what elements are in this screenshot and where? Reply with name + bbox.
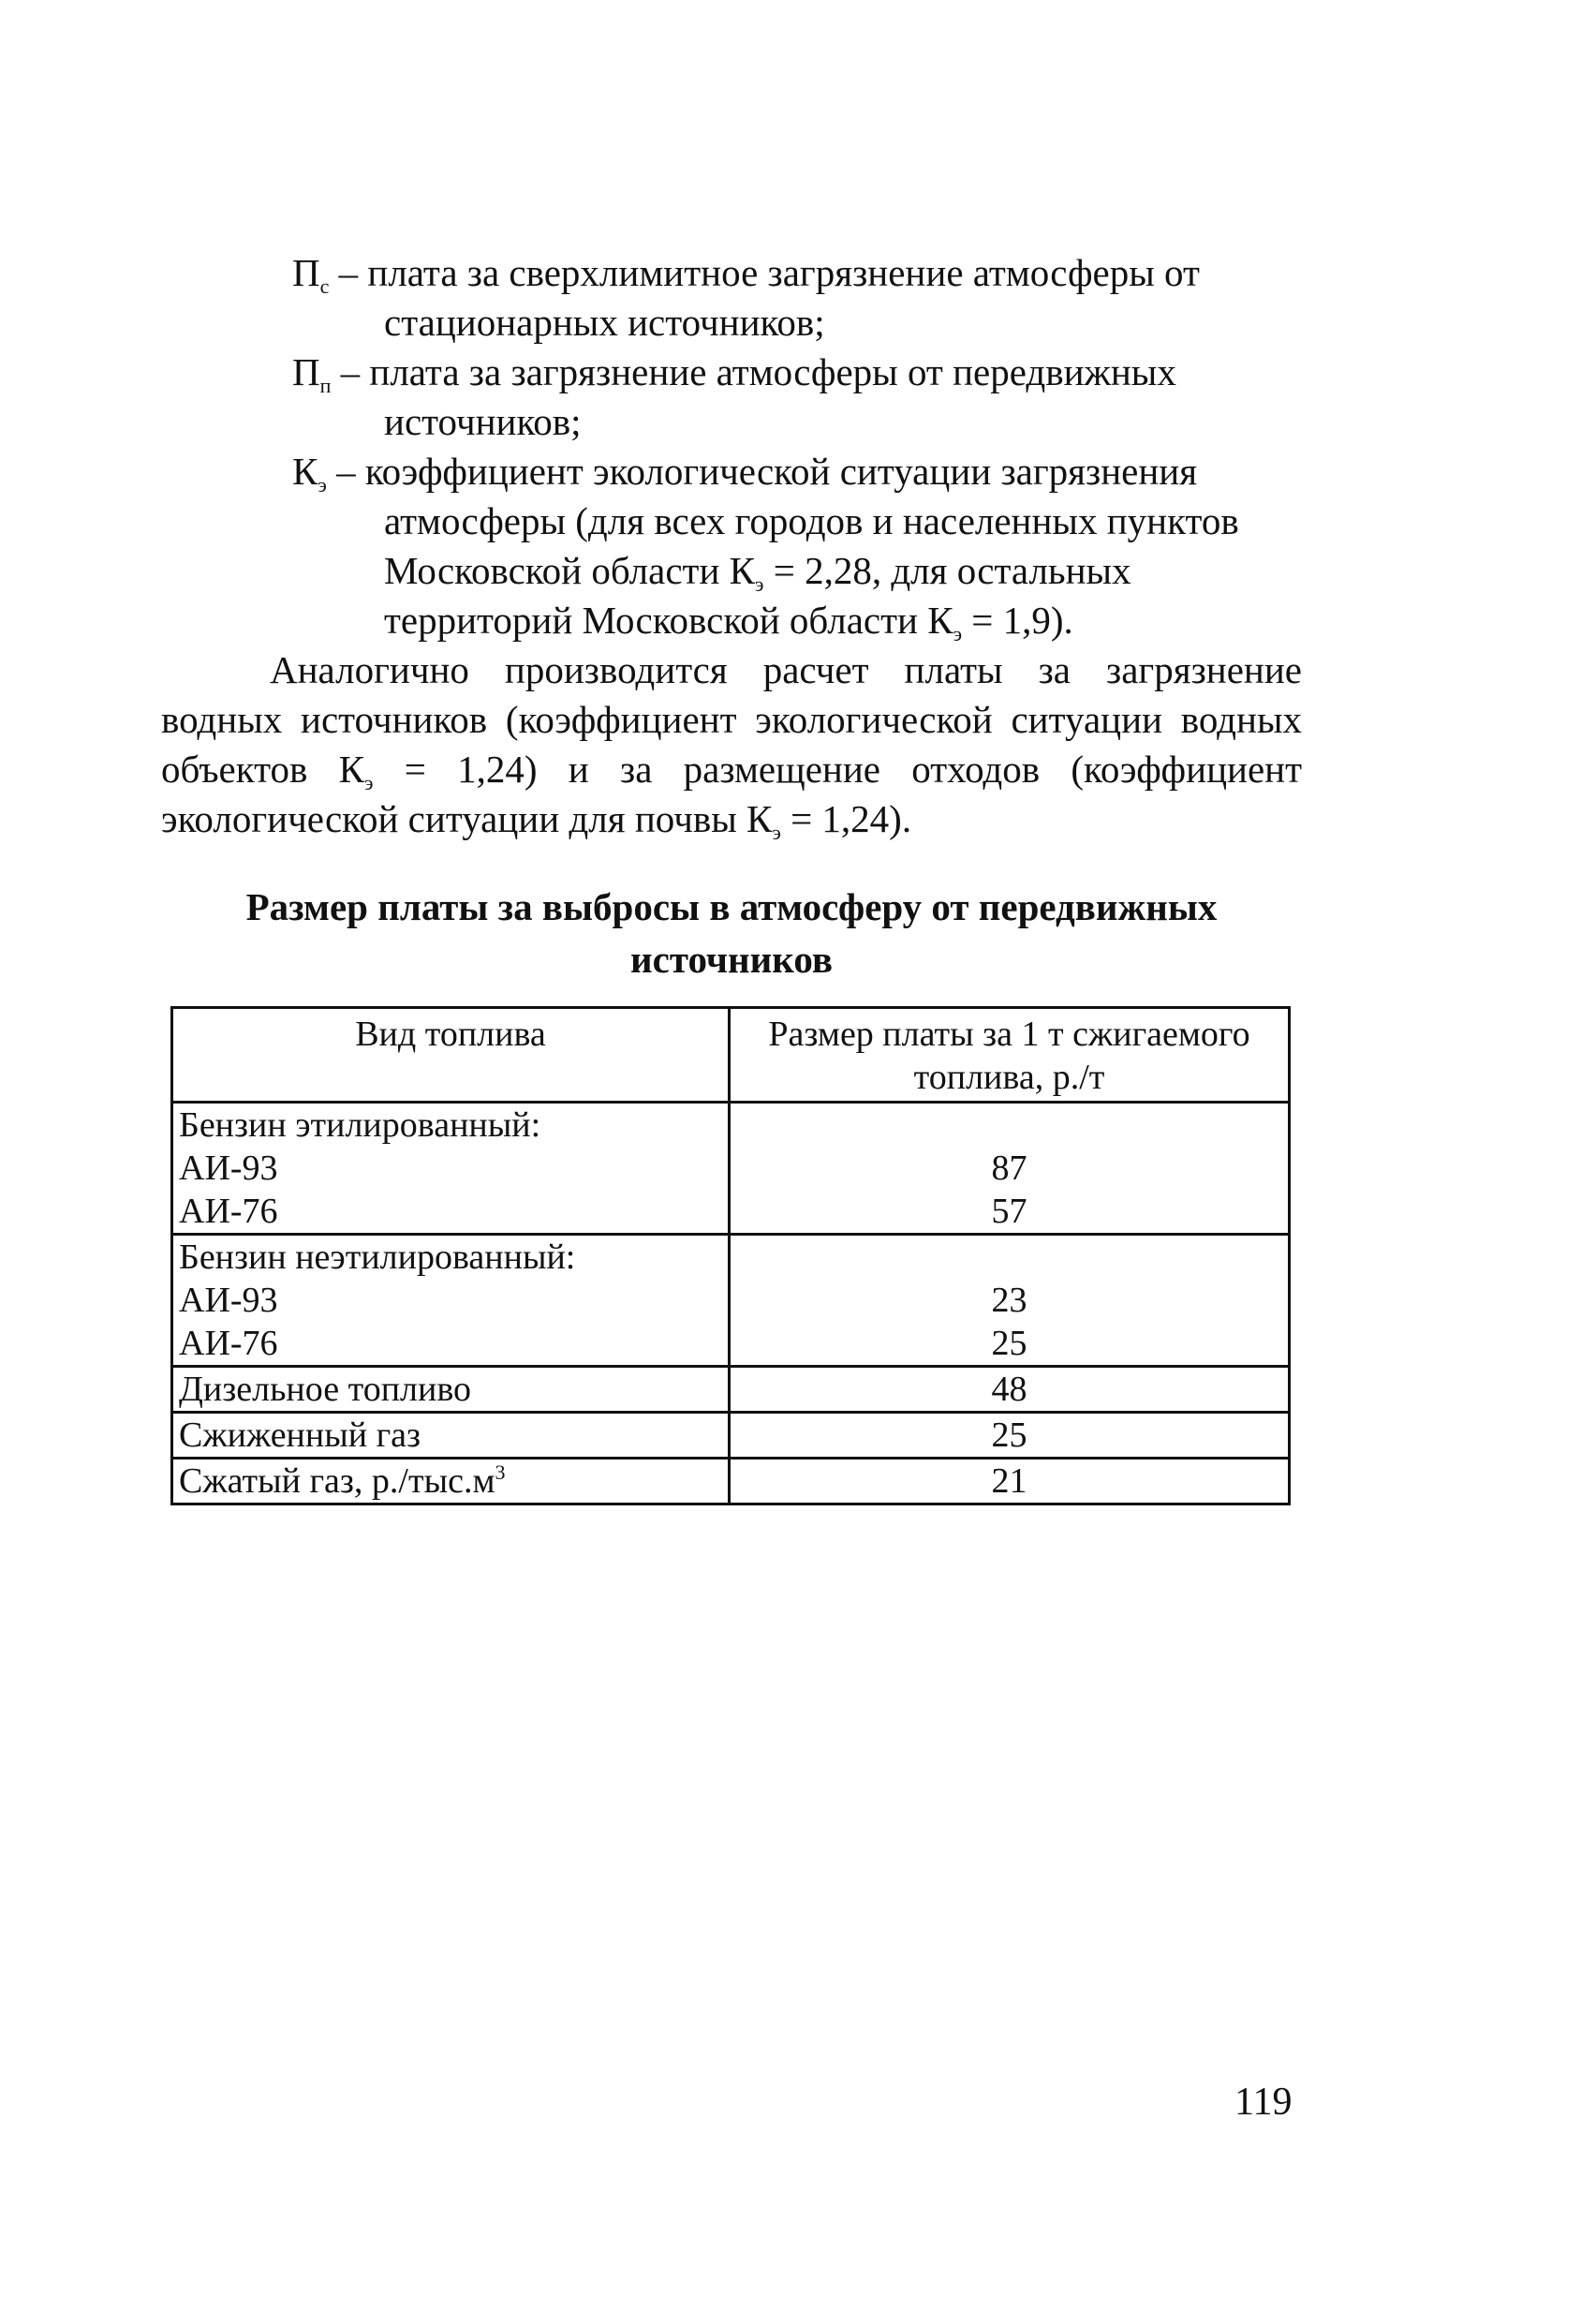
definition-text: – плата за загрязнение атмосферы от передвижных: [331, 350, 1176, 393]
fee-value: 25: [730, 1413, 1290, 1459]
fuel-item: АИ-93: [179, 1148, 278, 1188]
table-row: [172, 1367, 1290, 1413]
fuel-item: АИ-76: [179, 1324, 278, 1363]
table-row: [172, 1103, 1290, 1235]
definition-pp: [292, 348, 1313, 447]
symbol: П: [292, 350, 320, 393]
symbol-subscript: с: [319, 274, 330, 298]
fuel-cell: Сжатый газ, $р./тыс.м^3$: [172, 1459, 730, 1504]
superscript: 3: [495, 1460, 506, 1484]
paragraph-line: водных источников (коэффициент экологической ситуации водных: [161, 698, 1302, 741]
definition-text-cont: Московской области $К_э = 2,28$, для остальных: [384, 549, 1131, 596]
definition-text: – коэффициент экологической ситуации загрязнения: [326, 450, 1198, 493]
fuel-group-cell: [172, 1103, 730, 1235]
fee-value: 21: [730, 1459, 1290, 1504]
symbol: П: [292, 251, 320, 294]
definition-pc: [292, 248, 1313, 348]
column-header-fuel: Вид топлива: [172, 1008, 730, 1103]
fee-group-cell: [730, 1235, 1290, 1367]
paragraph-line: Аналогично производится расчет платы за загрязнение: [270, 648, 1302, 691]
group-label: Бензин неэтилированный:: [179, 1237, 576, 1277]
definition-text: – плата за сверхлимитное загрязнение атмосферы от: [329, 251, 1200, 294]
fuel-fee-table: [170, 1006, 1291, 1505]
definition-text-cont: источников;: [384, 400, 582, 443]
definition-text-cont: атмосферы (для всех городов и населенных пунктов: [384, 499, 1239, 542]
paragraph-line: объектов $К_э = 1,24$) и за размещение отходов (коэффициент: [161, 748, 1303, 794]
table-row: [172, 1459, 1290, 1504]
table-row: [172, 1413, 1290, 1459]
fee-value: 57: [991, 1192, 1027, 1231]
body-paragraph: [161, 645, 1302, 844]
fee-value: 23: [991, 1281, 1027, 1320]
fuel-cell: Дизельное топливо: [172, 1367, 730, 1413]
fuel-group-cell: [172, 1235, 730, 1367]
fee-group-cell: [730, 1103, 1290, 1235]
symbol-subscript: п: [319, 374, 332, 397]
definition-ke: [292, 447, 1313, 645]
group-label: Бензин этилированный:: [179, 1105, 541, 1145]
paragraph-line: экологической ситуации для почвы $К_э = 1,24$).: [161, 797, 912, 844]
definition-text-cont: территорий Московской области $К_э = 1,9$).: [384, 599, 1073, 645]
fee-value: 48: [730, 1367, 1290, 1413]
fuel-item: АИ-93: [179, 1281, 278, 1320]
table-header-row: [172, 1008, 1290, 1103]
fee-value: 87: [991, 1148, 1027, 1188]
definition-text-cont: стационарных источников;: [384, 301, 825, 344]
table-row: [172, 1235, 1290, 1367]
fuel-cell: Сжиженный газ: [172, 1413, 730, 1459]
symbol-subscript: э: [318, 473, 327, 496]
column-header-fee: Размер платы за 1 т сжигаемого топлива, р./т: [730, 1008, 1290, 1103]
symbol: К: [292, 450, 318, 493]
fuel-item: АИ-76: [179, 1192, 278, 1231]
page-number: 119: [1234, 2081, 1293, 2124]
table-title: Размер платы за выбросы в атмосферу от передвижных источников: [245, 885, 1218, 981]
fee-value: 25: [991, 1324, 1027, 1363]
